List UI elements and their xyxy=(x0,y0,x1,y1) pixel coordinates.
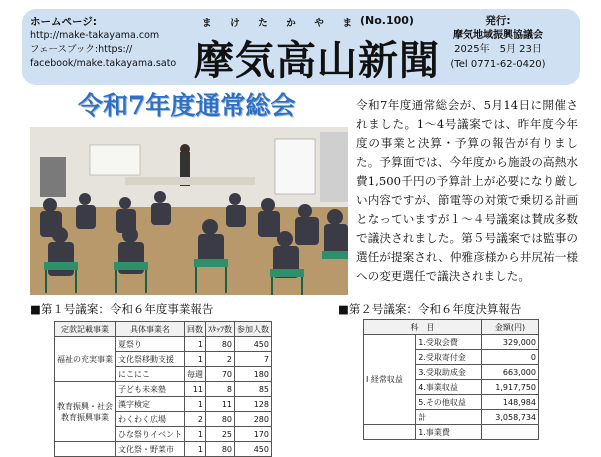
ruby-char: ま xyxy=(342,18,352,29)
table-cell: 25 xyxy=(206,427,235,442)
facebook-label: フェースブック:https:// xyxy=(30,44,133,55)
category-cell: 教育振興・社会教育振興事業 xyxy=(55,382,116,442)
table-header-row xyxy=(364,320,539,335)
masthead-ruby xyxy=(202,15,352,29)
facebook-url[interactable]: facebook/make.takayama.sato xyxy=(30,58,177,69)
table-cell: 文化祭移動支援 xyxy=(116,352,185,367)
table-cell: 70 xyxy=(206,367,235,382)
column-header: 定款記載事業 xyxy=(55,322,116,337)
business-report-table xyxy=(54,321,272,457)
table-cell: 1 xyxy=(185,442,206,457)
issue-number: (No.100) xyxy=(360,14,414,27)
table-cell: 4.事業収益 xyxy=(416,380,482,395)
table-cell: 0 xyxy=(481,350,538,365)
table-cell: 8 xyxy=(206,382,235,397)
table-cell: 11 xyxy=(206,397,235,412)
table-cell: にこにこ xyxy=(116,367,185,382)
table-cell: 1 xyxy=(185,352,206,367)
table-cell: 80 xyxy=(206,337,235,352)
homepage-label: ホームページ: xyxy=(30,16,97,28)
category-cell: 福祉の充実事業 xyxy=(55,337,116,382)
table-cell: 148,984 xyxy=(481,395,538,410)
table-cell: 85 xyxy=(235,382,272,397)
table-row xyxy=(364,425,539,440)
contact-info xyxy=(30,15,176,71)
table-cell: 7 xyxy=(235,352,272,367)
table-cell: 128 xyxy=(235,397,272,412)
table-cell: 1,917,750 xyxy=(481,380,538,395)
table-cell: 計 xyxy=(416,410,482,425)
ruby-char: ま xyxy=(202,18,212,29)
table-cell: 329,000 xyxy=(481,335,538,350)
table-cell: わくわく広場 xyxy=(116,412,185,427)
table-row xyxy=(364,335,539,350)
section1-heading: ■第１号議案：令和６年度事業報告 xyxy=(30,302,214,316)
table-cell: 450 xyxy=(235,337,272,352)
column-header: 参加人数 xyxy=(235,322,272,337)
table-cell: 5.その他収益 xyxy=(416,395,482,410)
table-cell: 毎週 xyxy=(185,367,206,382)
publisher-info xyxy=(428,14,568,72)
table-cell: 450 xyxy=(235,442,272,457)
homepage-url[interactable]: http://make-takayama.com xyxy=(30,30,160,41)
table-cell: 1.事業費 xyxy=(416,425,482,440)
section2-heading: ■第２号議案：令和６年度決算報告 xyxy=(338,302,522,316)
publisher-name: 摩気地域振興協議会 xyxy=(453,29,543,41)
meeting-photo-illustration xyxy=(30,127,348,295)
table-cell: 漢字検定 xyxy=(116,397,185,412)
table-cell xyxy=(481,425,538,440)
masthead-block xyxy=(182,9,440,85)
category-cell xyxy=(364,425,416,440)
article-title: 令和7年度通常総会 xyxy=(78,91,296,120)
financial-report-table xyxy=(363,319,539,440)
table-cell: 3.受取助成金 xyxy=(416,365,482,380)
table-cell: 3,058,734 xyxy=(481,410,538,425)
ruby-char: か xyxy=(286,18,296,29)
table-cell: 文化祭・野菜市 xyxy=(116,442,185,457)
column-header: 科 目 xyxy=(364,320,482,335)
column-header: ｽﾀｯﾌ数 xyxy=(206,322,235,337)
column-header: 回数 xyxy=(185,322,206,337)
table-row xyxy=(55,337,272,352)
article-body: 令和7年度通常総会が、5月14日に開催されました。1〜4号議案では、昨年度今年度の事業と決算・予算の報告が有りました。予算面では、今年度から施設の高熱水費1,500千円の予算計上が必要になり厳しい内容ですが、節電等の対策で乗切る計画となっていますが１〜４号議案は賛成多数で議決されました。第５号議案では監事の選任が提案され、仲雅彦様から井尻祐一様への変更選任で議決されました。 xyxy=(356,98,578,283)
table-cell: 80 xyxy=(206,412,235,427)
ruby-char: け xyxy=(230,18,240,29)
ruby-char: た xyxy=(258,18,268,29)
table-cell: 280 xyxy=(235,412,272,427)
publisher-label: 発行: xyxy=(485,15,511,27)
table-cell: 1.受取会費 xyxy=(416,335,482,350)
table-cell: 夏祭り xyxy=(116,337,185,352)
table-cell: 1 xyxy=(185,427,206,442)
column-header: 具体事業名 xyxy=(116,322,185,337)
table-cell: 80 xyxy=(206,442,235,457)
table-cell: 2 xyxy=(206,352,235,367)
table-cell: 子ども未来塾 xyxy=(116,382,185,397)
column-header: 金額(円) xyxy=(481,320,538,335)
table-row xyxy=(55,442,272,457)
category-cell xyxy=(55,442,116,457)
table-cell: 180 xyxy=(235,367,272,382)
table-cell: 170 xyxy=(235,427,272,442)
meeting-photo xyxy=(30,127,348,295)
phone-number: (Tel 0771-62-0420) xyxy=(450,58,546,70)
issue-date: 2025年 5月 23日 xyxy=(454,44,542,55)
table-cell: 11 xyxy=(185,382,206,397)
table-cell: 1 xyxy=(185,397,206,412)
masthead-title: 摩気高山新聞 xyxy=(194,37,440,84)
table-cell: 1 xyxy=(185,337,206,352)
table-header-row xyxy=(55,322,272,337)
table-cell: 2.受取寄付金 xyxy=(416,350,482,365)
newspaper-header xyxy=(22,9,580,85)
category-cell: Ⅰ 経常収益 xyxy=(364,335,416,425)
table-cell: 2 xyxy=(185,412,206,427)
table-cell: 663,000 xyxy=(481,365,538,380)
table-cell: ひな祭りイベント xyxy=(116,427,185,442)
ruby-char: や xyxy=(314,18,324,29)
table-row xyxy=(55,382,272,397)
